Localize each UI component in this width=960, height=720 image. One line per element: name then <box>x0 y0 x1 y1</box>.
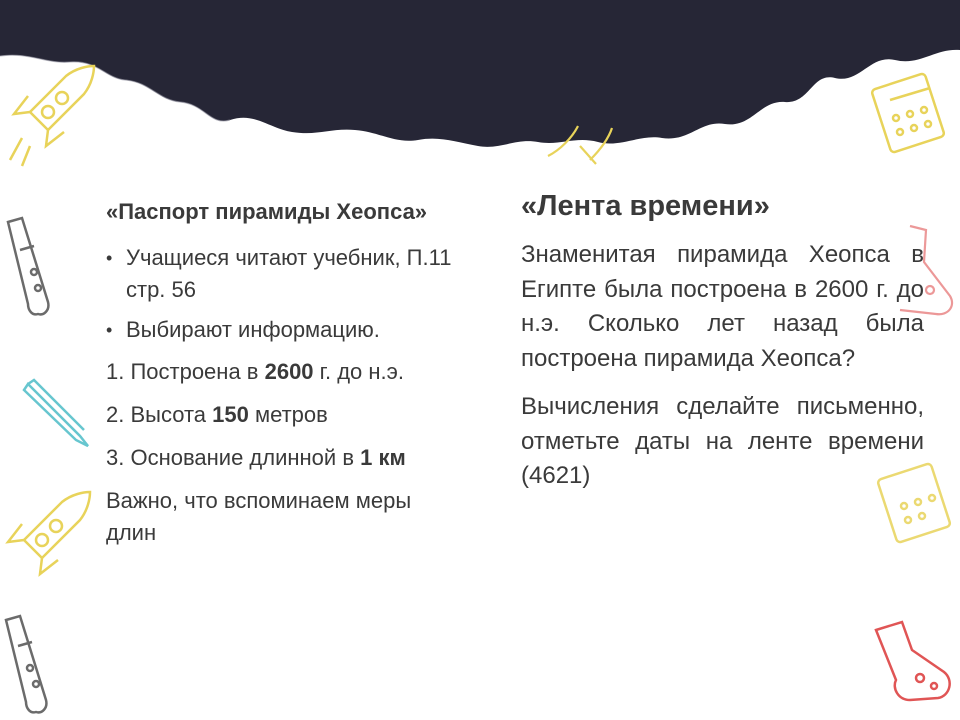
fact-text: 3. Основание длинной в <box>106 445 361 470</box>
rocket-icon <box>8 492 90 574</box>
bullet-text: Учащиеся читают учебник, П.11 стр. 56 <box>126 245 452 302</box>
pencil-icon <box>24 380 88 446</box>
passport-title: «Паспорт пирамиды Хеопса» <box>106 199 428 224</box>
timeline-title: «Лента времени» <box>521 190 770 222</box>
fact-text: г. до н.э. <box>313 359 405 384</box>
fact-text: 1. Построена в <box>106 359 265 384</box>
left-column <box>106 196 486 560</box>
note-text: Важно, что вспоминаем меры длин <box>106 488 412 545</box>
fact-value: 150 <box>212 402 249 427</box>
bullet-item <box>106 242 486 306</box>
right-column <box>521 184 924 508</box>
fact-value: 1 км <box>360 445 406 470</box>
fact-text: 2. Высота <box>106 402 213 427</box>
fact-value: 2600 <box>264 359 314 384</box>
bullet-text: Выбирают информацию. <box>126 317 380 342</box>
rocket-icon <box>10 66 94 166</box>
task-paragraph: Знаменитая пирамида Хеопса в Египте была построена в 2600 г. до н.э. Сколько лет назад была построена пирамида Хеопса? <box>521 241 924 372</box>
calculator-icon <box>871 73 945 153</box>
fact-item <box>106 442 446 474</box>
fact-text: метров <box>248 402 328 427</box>
test-tube-icon <box>6 616 46 712</box>
test-tube-icon <box>8 218 48 314</box>
fact-item <box>106 356 486 388</box>
bullet-dot: • <box>106 320 113 340</box>
instruction-paragraph: Вычисления сделайте письменно, отметьте даты на ленте времени (4621) <box>521 393 924 489</box>
bullet-item <box>106 314 486 346</box>
flask-icon <box>876 622 950 700</box>
bullet-dot: • <box>106 248 113 268</box>
rocket-icon <box>548 126 612 164</box>
fact-item <box>106 399 486 431</box>
